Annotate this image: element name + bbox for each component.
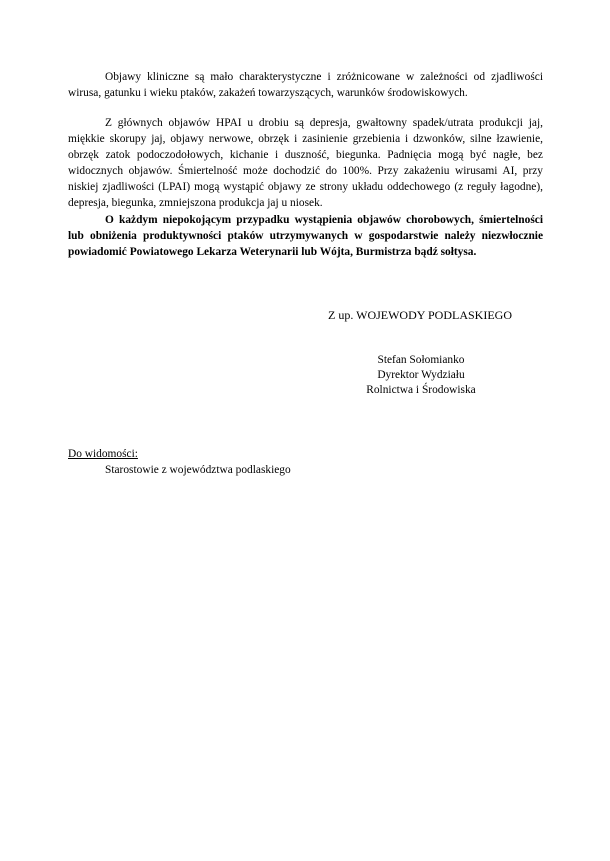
paragraph-hpai-symptoms [68,115,543,211]
paragraph-text: O każdym niepokojącym przypadku wystąpienia objawów chorobowych, śmiertelności lub obniżenia produktywności ptaków utrzymywanych w gospodarstwie należy niezwłocznie powiadomić Powiatowego Lekarza Weterynarii lub Wójta, Burmistrza bądź sołtysa. [68,214,543,258]
paragraph-notification-instruction [68,212,543,260]
signatory-position: Dyrektor Wydziału [377,369,465,381]
cc-recipient: Starostowie z województwa podlaskiego [105,464,291,476]
signatory-name: Stefan Sołomianko [377,354,465,366]
signature-authority: Z up. WOJEWODY PODLASKIEGO [328,308,512,322]
paragraph-clinical-signs [68,69,543,101]
paragraph-text: Objawy kliniczne są mało charakterystyczne i zróżnicowane w zależności od zjadliwości wirusa, gatunku i wieku ptaków, zakażeń towarzyszących, warunków środowiskowych. [68,71,543,99]
signatory-department: Rolnictwa i Środowiska [366,384,476,396]
cc-heading: Do widomości: [68,448,138,460]
signature-block [300,353,542,398]
paragraph-text: Z głównych objawów HPAI u drobiu są depresja, gwałtowny spadek/utrata produkcji jaj, miękkie skorupy jaj, objawy nerwowe, obrzęk i zasinienie grzebienia i dzwonków, silne łzawienie, obrzęk zatok podoczodołowych, kichanie i duszność, biegunka. Padnięcia mogą być nagłe, bez widocznych objawów. Śmiertelność może dochodzić do 100%. Przy zakażeniu wirusami AI, przy niskiej zjadliwości (LPAI) mogą wystąpić objawy ze strony układu oddechowego (z reguły łagodne), depresja, biegunka, zmniejszona produkcja jaj u niosek. [68,117,543,209]
